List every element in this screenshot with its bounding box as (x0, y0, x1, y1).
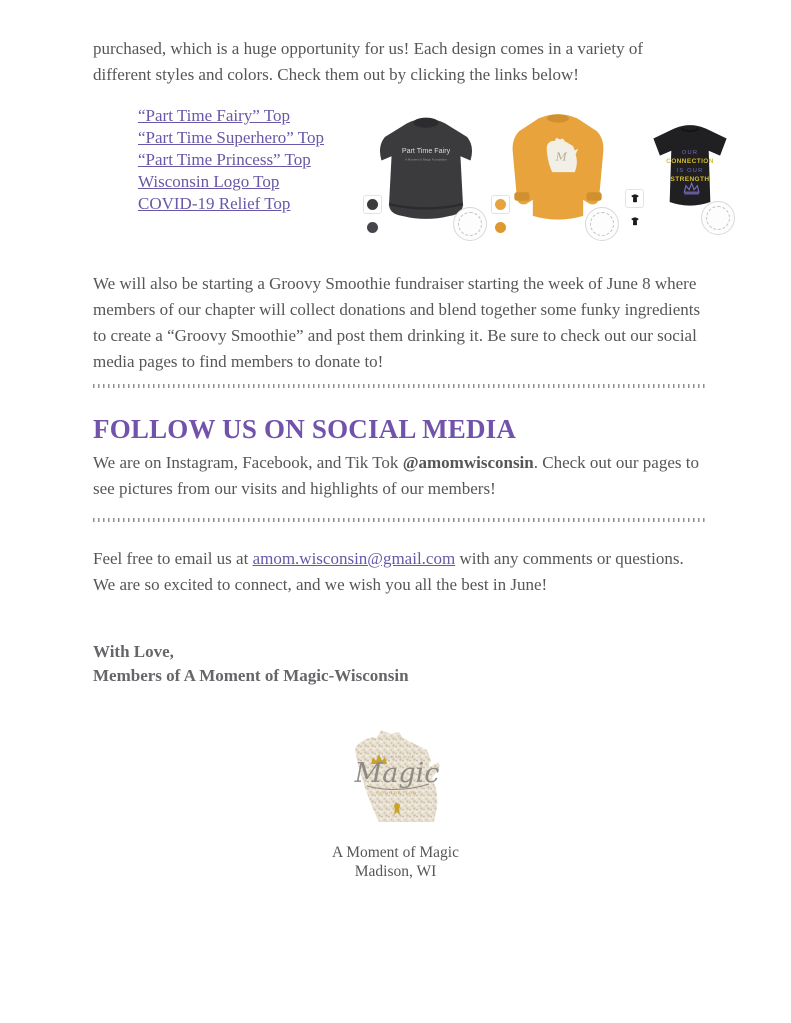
email-paragraph (93, 546, 705, 598)
bonfire-seal-badge (701, 201, 735, 235)
intro-paragraph: purchased, which is a huge opportunity for us! Each design comes in a variety of different styles and colors. Check them out by clicking the links below! (93, 39, 643, 84)
tee-text-connection: CONNECTION (666, 157, 714, 165)
logo-top-text: A MOMENT OF (376, 754, 415, 759)
color-swatches[interactable] (491, 195, 510, 237)
color-swatches[interactable] (363, 195, 382, 237)
email-link[interactable]: amom.wisconsin@gmail.com (252, 549, 456, 568)
tee-text-strength: STRENGTH (670, 175, 710, 183)
tee-text-is-our: IS OUR (676, 167, 704, 174)
size-swatches[interactable] (625, 189, 644, 231)
logo-caption-org: A Moment of Magic (332, 844, 459, 861)
social-media-heading: FOLLOW US ON SOCIAL MEDIA (93, 414, 517, 444)
link-part-time-superhero-top[interactable]: “Part Time Superhero” Top (138, 128, 324, 147)
logo-bottom-text: FOUNDATION (375, 790, 418, 795)
swatch-mustard (495, 199, 506, 210)
tee-image (629, 119, 751, 215)
social-handle: @amomwisconsin (402, 453, 534, 472)
swatch-charcoal (367, 222, 378, 233)
tee-text-our: OUR (681, 149, 699, 156)
links-and-products-row (93, 105, 714, 243)
wisconsin-glitter-logo (338, 720, 454, 824)
link-wisconsin-logo-top[interactable]: Wisconsin Logo Top (138, 172, 280, 191)
signature-line-2: Members of A Moment of Magic-Wisconsin (93, 666, 409, 685)
svg-text:M: M (555, 150, 567, 164)
mini-tee-icon (629, 216, 641, 227)
email-text-after: with any comments or questions. We are so excited to connect, and we wish you all the best in June! (93, 549, 684, 594)
link-covid-19-relief-top[interactable]: COVID-19 Relief Top (138, 194, 291, 213)
bonfire-seal-badge (453, 207, 487, 241)
logo-caption-location: Madison, WI (354, 863, 437, 880)
logo-caption (0, 843, 791, 881)
signature-line-1: With Love, (93, 642, 174, 661)
swatch-dark (367, 199, 378, 210)
product-image-covid-19-relief-tee[interactable] (627, 105, 753, 243)
mini-tee-icon (629, 193, 641, 204)
logo-script-text: Magic (354, 758, 439, 789)
bonfire-seal-badge (585, 207, 619, 241)
product-images-row (363, 105, 753, 243)
product-links-list (93, 105, 353, 243)
newsletter-body (93, 0, 714, 688)
product-image-part-time-fairy-sweatshirt[interactable] (363, 105, 489, 243)
signature-block (93, 640, 705, 688)
smoothie-paragraph: We will also be starting a Groovy Smoothie fundraiser starting the week of June 8 where members of our chapter will collect donations and blend together some funky ingredients to create a “Groovy Smoothie” and post them drinking it. Be sure to check out our social media pages to find members to donate to! (93, 274, 701, 371)
email-text-before: Feel free to email us at (93, 549, 253, 568)
dotted-divider (93, 518, 705, 522)
link-part-time-fairy-top[interactable]: “Part Time Fairy” Top (138, 106, 290, 125)
social-text-before: We are on Instagram, Facebook, and Tik Tok (93, 453, 403, 472)
sweatshirt-chest-text: Part Time Fairy (401, 146, 451, 155)
swatch-amber (495, 222, 506, 233)
link-part-time-princess-top[interactable]: “Part Time Princess” Top (138, 150, 311, 169)
chapter-logo (0, 720, 791, 829)
product-image-wisconsin-logo-longsleeve[interactable] (495, 105, 621, 243)
dotted-divider (93, 384, 705, 388)
social-paragraph (93, 450, 705, 502)
sweatshirt-chest-subtext: A Moment of Magic Foundation (405, 157, 447, 162)
social-text-after: . Check out our pages to see pictures from our visits and highlights of our members! (93, 453, 699, 498)
